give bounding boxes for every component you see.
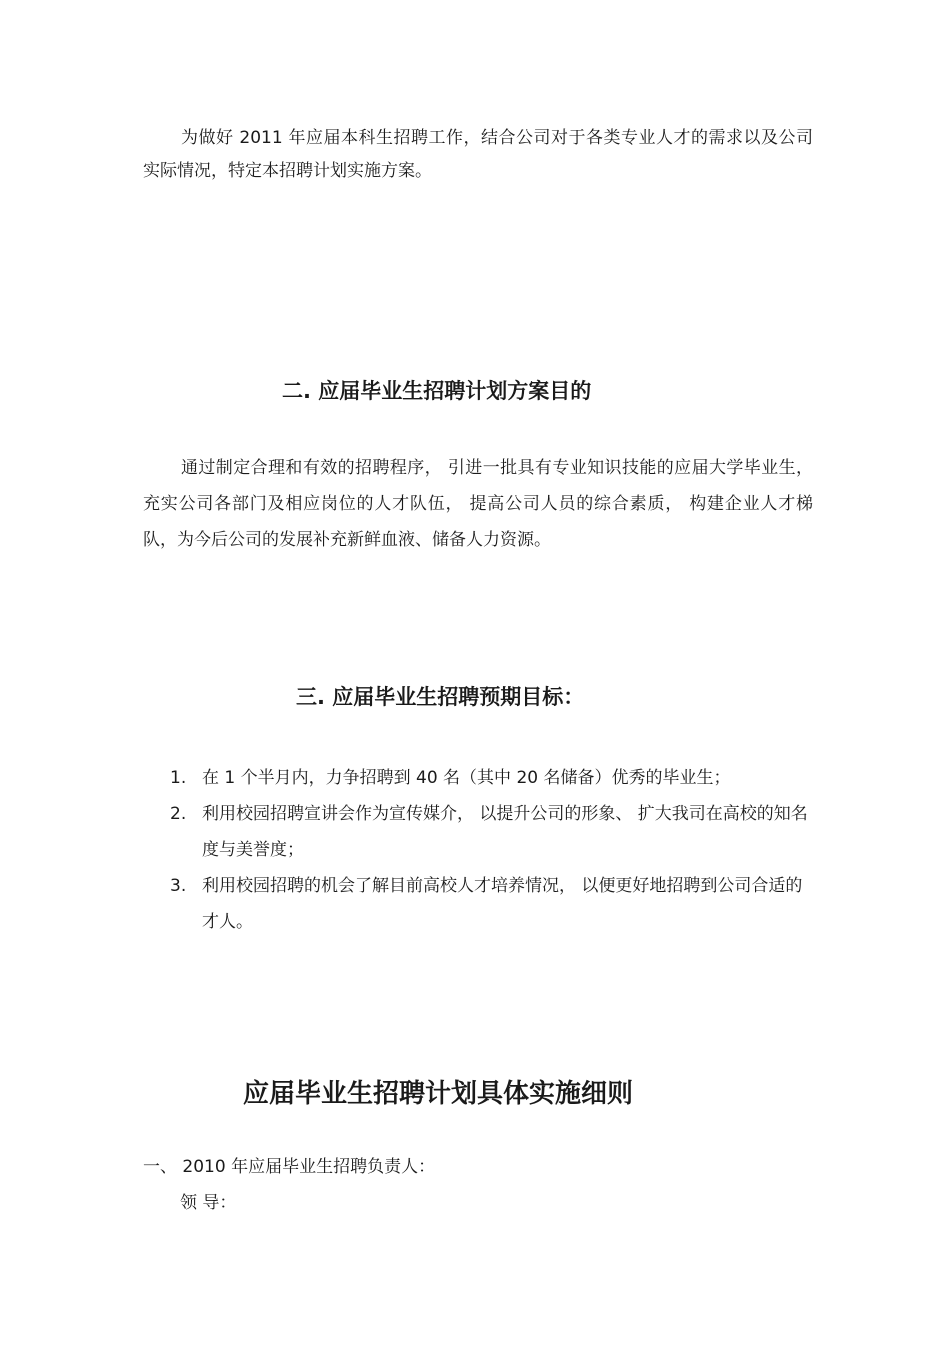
list-item-text: 利用校园招聘宣讲会作为宣传媒介， 以提升公司的形象、 扩大我司在高校的知名度与美誉度； <box>202 804 808 860</box>
section-heading-purpose: 二. 应届毕业生招聘计划方案目的 <box>282 379 592 403</box>
goals-list-item <box>170 868 810 940</box>
list-item-text: 在 1 个半月内，力争招聘到 40 名（其中 20 名储备）优秀的毕业生； <box>202 768 731 788</box>
goals-list-item <box>170 796 810 868</box>
purpose-paragraph: 通过制定合理和有效的招聘程序， 引进一批具有专业知识技能的应届大学毕业生，充实公司各部门及相应岗位的人才队伍， 提高公司人员的综合素质， 构建企业人才梯队，为今后公司的发展补充新鲜血液、储备人力资源。 <box>143 458 813 550</box>
list-item-text: 利用校园招聘的机会了解目前高校人才培养情况， 以便更好地招聘到公司合适的才人。 <box>202 876 803 932</box>
leader-line: 领 导： <box>180 1193 237 1213</box>
section-heading-goals: 三. 应届毕业生招聘预期目标： <box>296 685 585 709</box>
intro-paragraph: 为做好 2011 年应届本科生招聘工作，结合公司对于各类专业人才的需求以及公司实际情况，特定本招聘计划实施方案。 <box>143 128 813 181</box>
document-title: 应届毕业生招聘计划具体实施细则 <box>243 1079 634 1109</box>
list-item-number: 1. <box>170 768 187 788</box>
goals-list-item <box>170 760 810 796</box>
responsible-person-line: 一、 2010 年应届毕业生招聘负责人： <box>143 1157 436 1177</box>
goals-list <box>170 760 810 940</box>
list-item-number: 3. <box>170 876 187 896</box>
list-item-number: 2. <box>170 804 187 824</box>
